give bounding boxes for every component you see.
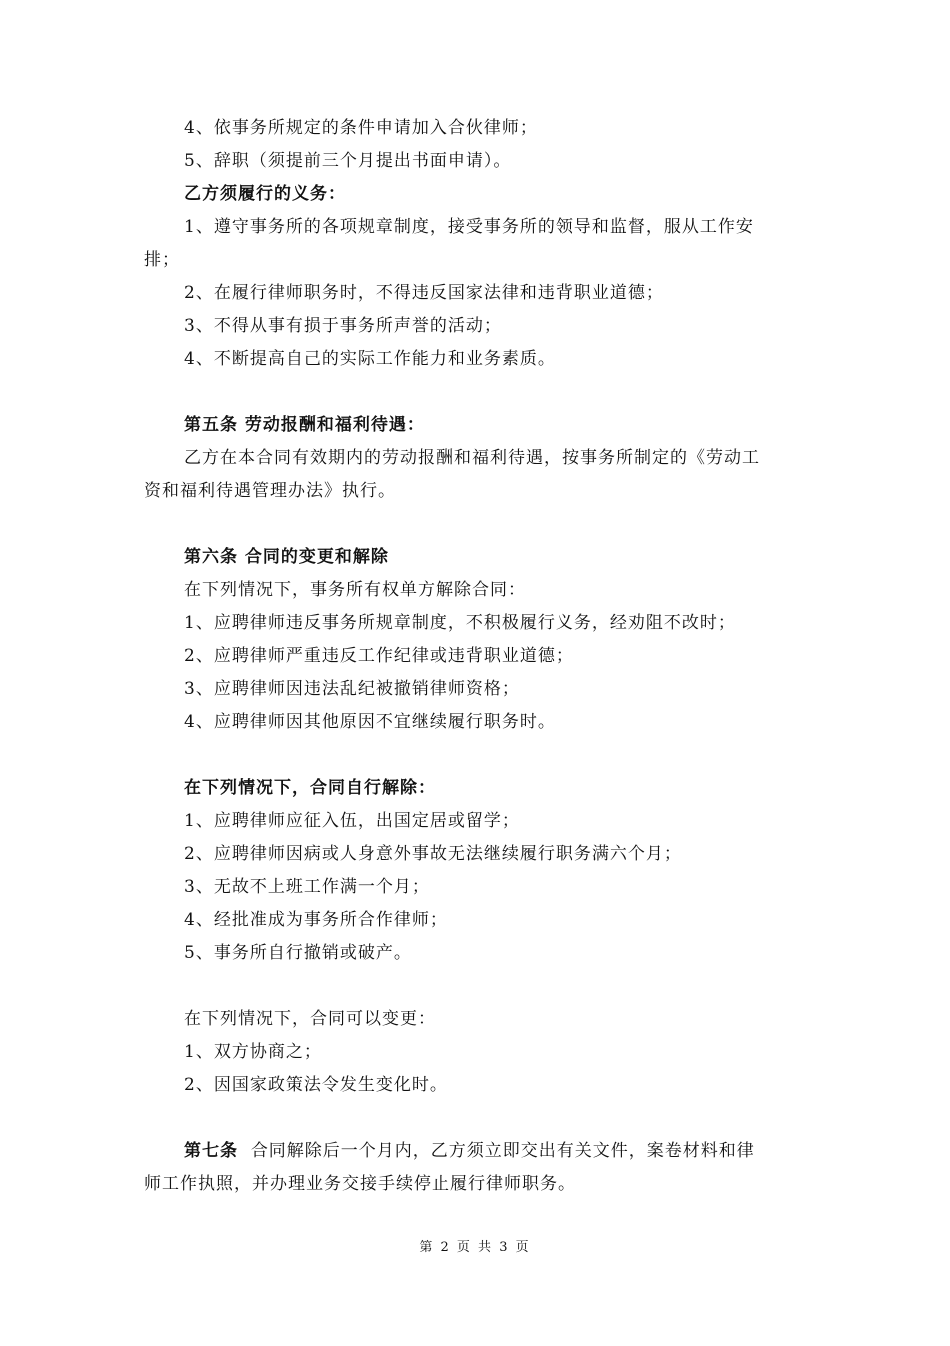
text-line: 5、辞职（须提前三个月提出书面申请）。 bbox=[184, 151, 512, 171]
text-line: 3、无故不上班工作满一个月； bbox=[184, 877, 430, 897]
text-line: 1、遵守事务所的各项规章制度，接受事务所的领导和监督，服从工作安 bbox=[184, 217, 754, 237]
text-line: 3、不得从事有损于事务所声誉的活动； bbox=[184, 316, 502, 336]
text-line: 资和福利待遇管理办法》执行。 bbox=[144, 481, 396, 501]
text-line: 4、依事务所规定的条件申请加入合伙律师； bbox=[184, 118, 538, 138]
text-line: 5、事务所自行撤销或破产。 bbox=[184, 943, 412, 963]
text-line: 2、应聘律师严重违反工作纪律或违背职业道德； bbox=[184, 646, 574, 666]
article-heading: 第六条 合同的变更和解除 bbox=[184, 547, 389, 567]
article-heading: 第五条 劳动报酬和福利待遇： bbox=[184, 415, 425, 435]
text-line: 4、应聘律师因其他原因不宜继续履行职务时。 bbox=[184, 712, 556, 732]
text-line: 2、在履行律师职务时，不得违反国家法律和违背职业道德； bbox=[184, 283, 664, 303]
text-line: 2、应聘律师因病或人身意外事故无法继续履行职务满六个月； bbox=[184, 844, 682, 864]
text-line: 乙方在本合同有效期内的劳动报酬和福利待遇，按事务所制定的《劳动工 bbox=[184, 448, 760, 468]
text-line bbox=[184, 1139, 755, 1163]
article-text: 合同解除后一个月内，乙方须立即交出有关文件，案卷材料和律 bbox=[250, 1141, 755, 1161]
text-line: 排； bbox=[144, 250, 180, 270]
page-number-footer: 第 2 页 共 3 页 bbox=[419, 1240, 531, 1255]
text-line: 4、经批准成为事务所合作律师； bbox=[184, 910, 448, 930]
section-heading: 在下列情况下，合同自行解除： bbox=[184, 778, 436, 798]
text-line: 1、应聘律师违反事务所规章制度，不积极履行义务，经劝阻不改时； bbox=[184, 613, 736, 633]
article-label: 第七条 bbox=[184, 1141, 238, 1161]
text-line: 1、双方协商之； bbox=[184, 1042, 322, 1062]
text-line: 在下列情况下，事务所有权单方解除合同： bbox=[184, 580, 526, 600]
text-line: 2、因国家政策法令发生变化时。 bbox=[184, 1075, 448, 1095]
text-line: 师工作执照，并办理业务交接手续停止履行律师职务。 bbox=[144, 1174, 576, 1194]
text-line: 3、应聘律师因违法乱纪被撤销律师资格； bbox=[184, 679, 520, 699]
text-line: 在下列情况下，合同可以变更： bbox=[184, 1009, 436, 1029]
section-heading: 乙方须履行的义务： bbox=[184, 184, 346, 204]
text-line: 4、不断提高自己的实际工作能力和业务素质。 bbox=[184, 349, 556, 369]
text-line: 1、应聘律师应征入伍，出国定居或留学； bbox=[184, 811, 520, 831]
